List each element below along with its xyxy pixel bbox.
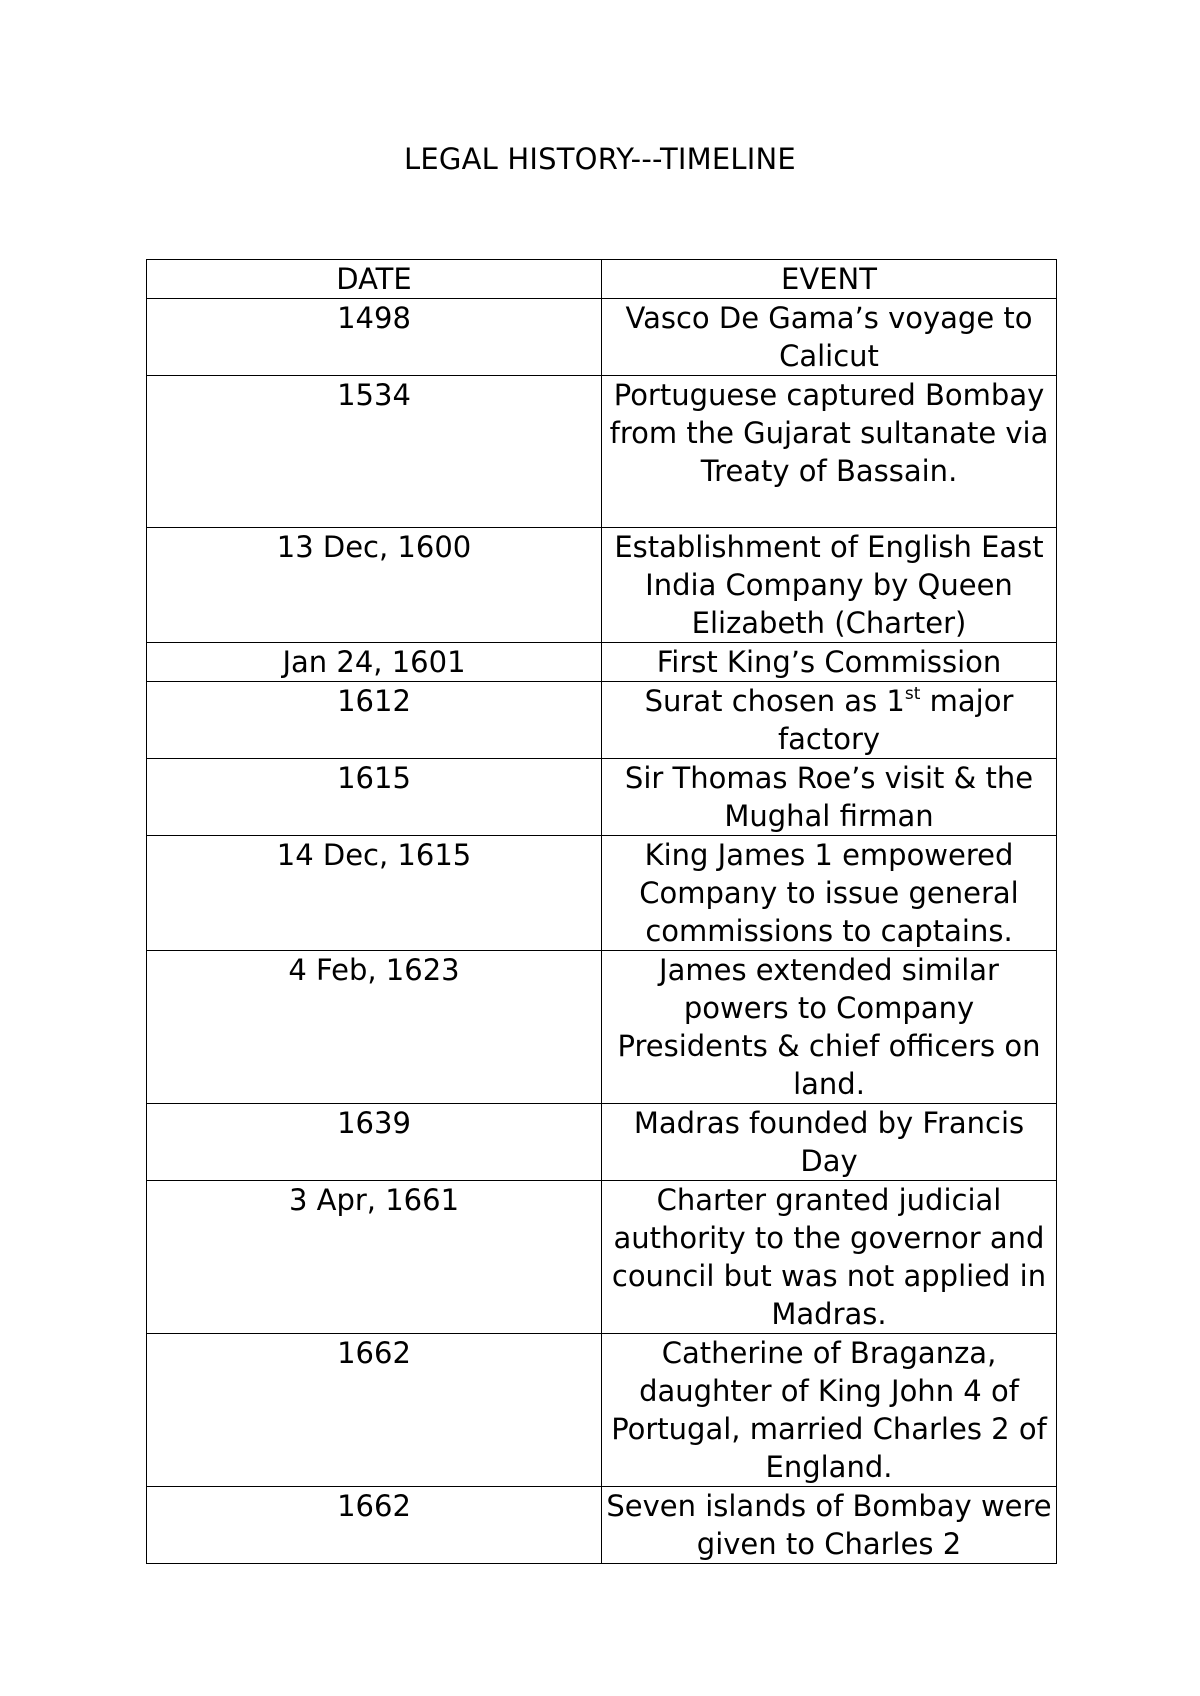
event-cell: Establishment of English East India Company by Queen Elizabeth (Charter) — [602, 528, 1057, 643]
event-cell: Catherine of Braganza, daughter of King John 4 of Portugal, married Charles 2 of England. — [602, 1334, 1057, 1487]
table-row — [147, 1181, 1057, 1334]
event-column-header: EVENT — [602, 260, 1057, 299]
table-body — [147, 299, 1057, 1564]
event-text: Surat chosen as 1 — [644, 684, 905, 718]
event-cell: Portuguese captured Bombay from the Gujarat sultanate via Treaty of Bassain. — [602, 376, 1057, 528]
date-cell: 1498 — [147, 299, 602, 376]
event-cell: First King’s Commission — [602, 643, 1057, 682]
event-cell: Charter granted judicial authority to the governor and council but was not applied in Madras. — [602, 1181, 1057, 1334]
date-cell: 1662 — [147, 1487, 602, 1564]
event-cell: Madras founded by Francis Day — [602, 1104, 1057, 1181]
event-cell: Seven islands of Bombay were given to Charles 2 — [602, 1487, 1057, 1564]
table-row — [147, 836, 1057, 951]
document-title: LEGAL HISTORY---TIMELINE — [404, 142, 796, 176]
date-column-header: DATE — [147, 260, 602, 299]
table-row — [147, 643, 1057, 682]
event-cell: James extended similar powers to Company Presidents & chief officers on land. — [602, 951, 1057, 1104]
event-text: major factory — [777, 684, 1014, 756]
event-cell — [602, 682, 1057, 759]
date-cell: 1639 — [147, 1104, 602, 1181]
date-cell: 14 Dec, 1615 — [147, 836, 602, 951]
date-cell: Jan 24, 1601 — [147, 643, 602, 682]
table-row — [147, 1334, 1057, 1487]
table-row — [147, 682, 1057, 759]
date-cell: 3 Apr, 1661 — [147, 1181, 602, 1334]
header-row — [147, 260, 1057, 299]
table-header — [147, 260, 1057, 299]
table-row — [147, 299, 1057, 376]
event-cell: King James 1 empowered Company to issue general commissions to captains. — [602, 836, 1057, 951]
event-cell: Sir Thomas Roe’s visit & the Mughal firman — [602, 759, 1057, 836]
ordinal-superscript: st — [904, 684, 921, 704]
date-cell: 1534 — [147, 376, 602, 528]
date-cell: 13 Dec, 1600 — [147, 528, 602, 643]
table-row — [147, 759, 1057, 836]
date-cell: 4 Feb, 1623 — [147, 951, 602, 1104]
table-row — [147, 376, 1057, 528]
table-row — [147, 1487, 1057, 1564]
table-row — [147, 1104, 1057, 1181]
date-cell: 1615 — [147, 759, 602, 836]
date-cell: 1662 — [147, 1334, 602, 1487]
timeline-table — [146, 259, 1057, 1564]
event-cell: Vasco De Gama’s voyage to Calicut — [602, 299, 1057, 376]
table-row — [147, 951, 1057, 1104]
date-cell: 1612 — [147, 682, 602, 759]
table-row — [147, 528, 1057, 643]
